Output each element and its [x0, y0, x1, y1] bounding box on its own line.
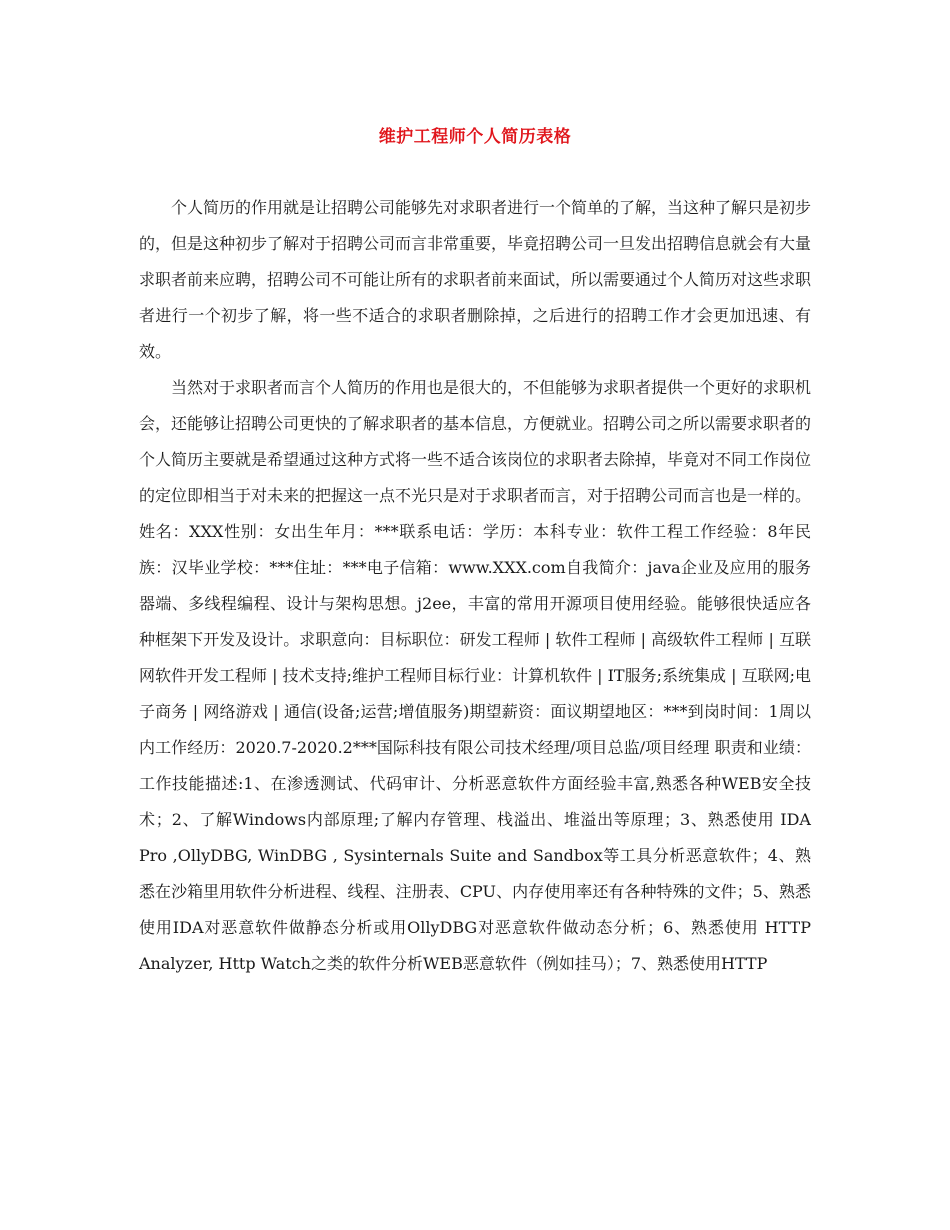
paragraph-intro: 个人简历的作用就是让招聘公司能够先对求职者进行一个简单的了解，当这种了解只是初步的，但是这种初步了解对于招聘公司而言非常重要，毕竟招聘公司一旦发出招聘信息就会有大量求职者前来应聘，招聘公司不可能让所有的求职者前来面试，所以需要通过个人简历对这些求职者进行一个初步了解，将一些不适合的求职者删除掉，之后进行的招聘工作才会更加迅速、有效。 — [139, 198, 812, 361]
document-title: 维护工程师个人简历表格 — [378, 127, 572, 147]
paragraph-resume-details: 姓名：XXX性别：女出生年月：***联系电话：学历：本科专业：软件工程工作经验：8年民族：汉毕业学校：***住址：***电子信箱：www.XXX.com自我简介：java企业及应用的服务器端、多线程编程、设计与架构思想。j2ee，丰富的常用开源项目使用经验。能够很快适应各种框架下开发及设计。求职意向：目标职位：研发工程师 | 软件工程师 | 高级软件工程师 | 互联网软件开发工程师 | 技术支持;维护工程师目标行业：计算机软件 | IT服务;系统集成 | 互联网;电子商务 | 网络游戏 | 通信(设备;运营;增值服务)期望薪资：面议期望地区：***到岗时间：1周以内工作经历：2020.7-2020.2***国际科技有限公司技术经理/项目总监/项目经理 职责和业绩：工作技能描述:1、在渗透测试、代码审计、分析恶意软件方面经验丰富,熟悉各种WEB安全技术；2、了解Windows内部原理;了解内存管理、栈溢出、堆溢出等原理；3、熟悉使用 IDA Pro ,OllyDBG, WinDBG , Sysinternals Suite and Sandbox等工具分析恶意软件；4、熟悉在沙箱里用软件分析进程、线程、注册表、CPU、内存使用率还有各种特殊的文件；5、熟悉使用IDA对恶意软件做静态分析或用OllyDBG对恶意软件做动态分析；6、熟悉使用 HTTP Analyzer, Http Watch之类的软件分析WEB恶意软件（例如挂马）；7、熟悉使用HTTP — [139, 522, 811, 973]
paragraph-importance: 当然对于求职者而言个人简历的作用也是很大的，不但能够为求职者提供一个更好的求职机会，还能够让招聘公司更快的了解求职者的基本信息，方便就业。招聘公司之所以需要求职者的个人简历主要就是希望通过这种方式将一些不适合该岗位的求职者去除掉，毕竟对不同工作岗位的定位即相当于对未来的把握这一点不光只是对于求职者而言，对于招聘公司而言也是一样的。 — [139, 378, 812, 505]
document-body — [139, 190, 811, 982]
